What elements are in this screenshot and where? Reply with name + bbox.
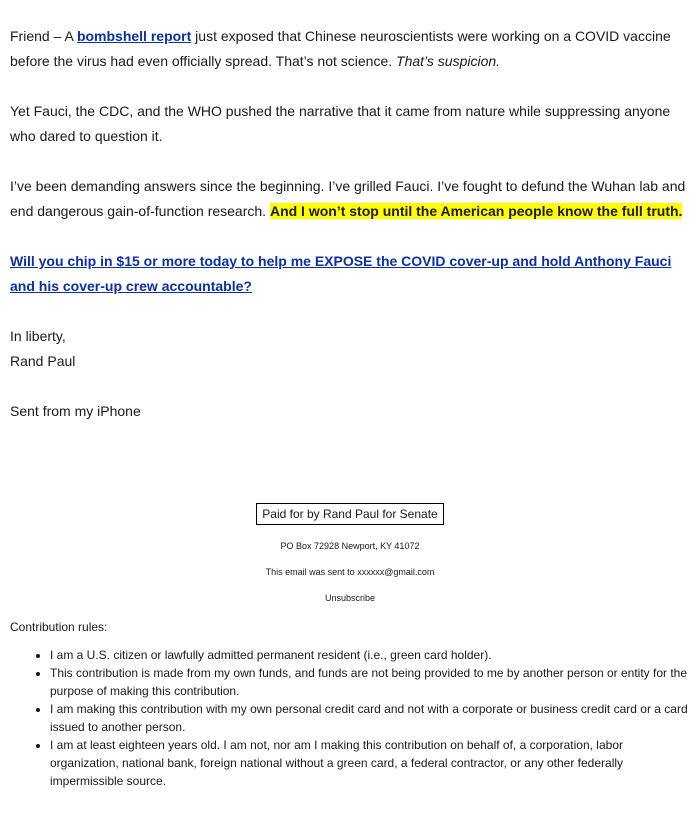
closing-text: In liberty,: [10, 328, 66, 344]
sent-from-text: Sent from my iPhone: [10, 403, 141, 419]
signature-name: Rand Paul: [10, 353, 76, 369]
contribution-rules: [10, 618, 690, 790]
paid-for-disclaimer: Paid for by Rand Paul for Senate: [256, 503, 443, 525]
rule-item: • This contribution is made from my own funds, and funds are not being provided to me by another person or entity for the purpose of making this contribution.: [50, 664, 690, 700]
paragraph-3-text: I’ve been demanding answers since the beginning. I’ve grilled Fauci. I’ve fought to defund the Wuhan lab and end dangerous gain-of-function research.: [10, 178, 686, 219]
email-body: [10, 24, 690, 449]
paragraph-2: Yet Fauci, the CDC, and the WHO pushed the narrative that it came from nature while suppressing anyone who dared to question it.: [10, 103, 671, 144]
paragraph-3: [10, 174, 690, 224]
rule-item: • I am making this contribution with my own personal credit card and not with a corporate or business credit card or a card issued to another person.: [50, 700, 690, 736]
signature-block: [10, 324, 690, 374]
recipient-notice: This email was sent to xxxxxx@gmail.com: [265, 567, 435, 577]
donation-cta: [10, 249, 690, 299]
contribution-rules-title: Contribution rules:: [10, 620, 108, 634]
donation-cta-link[interactable]: Will you chip in $15 or more today to help me EXPOSE the COVID cover-up and hold Anthony Fauci and his cover-up crew accountable?: [10, 253, 672, 294]
rule-item: • I am at least eighteen years old. I am not, nor am I making this contribution on behalf of, a corporation, labor organization, national bank, foreign national without a green card, a federal contractor, or any other federally impermissible source.: [50, 736, 690, 790]
bombshell-report-link[interactable]: bombshell report: [76, 28, 192, 44]
paragraph-1-text: just exposed that Chinese neuroscientists were working on a COVID vaccine before the virus had even officially spread. That’s not science.: [10, 28, 671, 69]
email-footer: [0, 503, 700, 604]
paragraph-1-italic: That’s suspicion.: [396, 53, 501, 69]
greeting-text: Friend – A: [10, 28, 77, 44]
contribution-rules-list: [10, 646, 690, 790]
mailing-address: PO Box 72928 Newport, KY 41072: [280, 541, 420, 551]
rule-item: • I am a U.S. citizen or lawfully admitted permanent resident (i.e., green card holder).: [50, 646, 690, 664]
paragraph-1: [10, 24, 690, 74]
highlighted-statement: And I won’t stop until the American people know the full truth.: [269, 203, 683, 219]
unsubscribe-link[interactable]: Unsubscribe: [324, 593, 376, 603]
